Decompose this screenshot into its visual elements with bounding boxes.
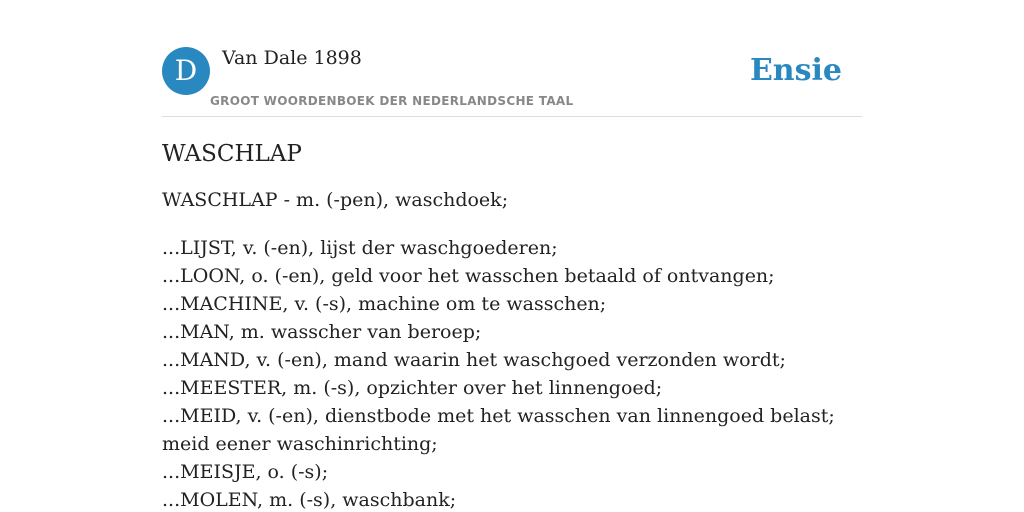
dictionary-logo[interactable]: D [162, 47, 210, 95]
subentry-item: ...MOLEN, m. (-s), waschbank; [162, 489, 457, 511]
subentry-item: ...LIJST, v. (-en), lijst der waschgoederen; [162, 237, 558, 259]
subentry-item: ...MEID, v. (-en), dienstbode met het wasschen van linnengoed belast; meid eener waschinrichting; [162, 405, 835, 455]
subentry-list [162, 234, 862, 512]
site-header [162, 46, 862, 117]
entry-headword: WASCHLAP [162, 141, 302, 167]
subentry-item: ...MAN, m. wasscher van beroep; [162, 321, 482, 343]
entry-definition: WASCHLAP - m. (-pen), waschdoek; [162, 189, 509, 211]
subentry-item: ...LOON, o. (-en), geld voor het wasschen betaald of ontvangen; [162, 265, 775, 287]
subentry-item: ...MAND, v. (-en), mand waarin het waschgoed verzonden wordt; [162, 349, 786, 371]
subentry-item: ...MEESTER, m. (-s), opzichter over het linnengoed; [162, 377, 663, 399]
dictionary-subtitle: GROOT WOORDENBOEK DER NEDERLANDSCHE TAAL [210, 94, 574, 108]
brand-logo[interactable]: Ensie [749, 53, 842, 88]
subentry-item: ...MACHINE, v. (-s), machine om te wasschen; [162, 293, 607, 315]
entry-content [162, 136, 862, 512]
dictionary-title[interactable]: Van Dale 1898 [222, 47, 362, 69]
subentry-item: ...MEISJE, o. (-s); [162, 461, 329, 483]
